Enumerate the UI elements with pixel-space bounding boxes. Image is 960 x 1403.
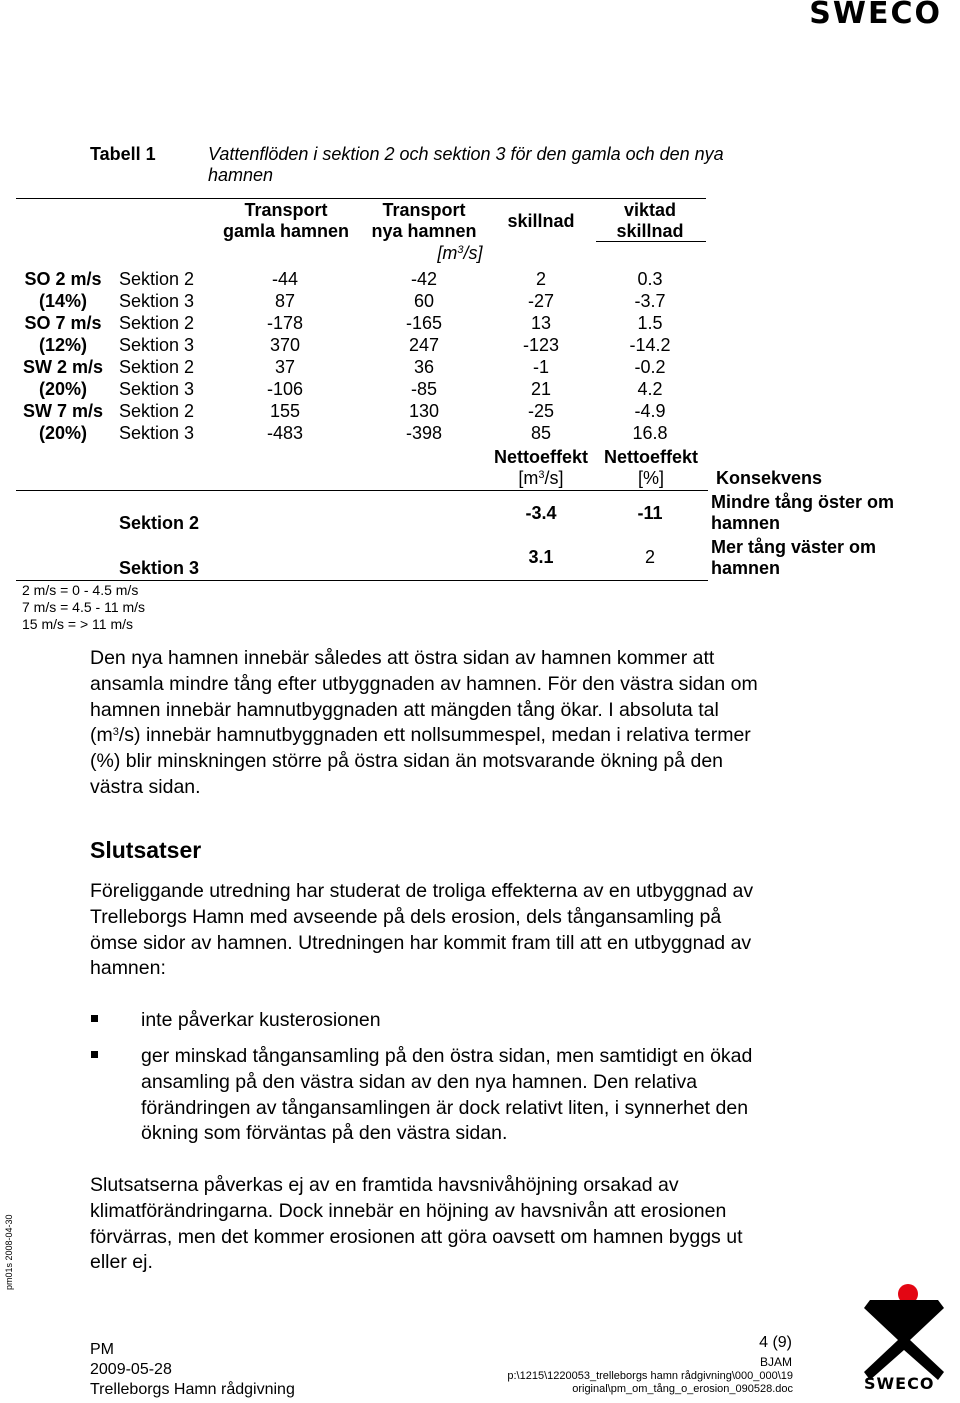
bullet-item: inte påverkar kusterosionen	[141, 1009, 381, 1031]
table-cell: 370	[269, 335, 301, 355]
footer-doc-type: PM	[90, 1341, 114, 1358]
section-label: Sektion 3	[119, 379, 195, 399]
emblem-text: SWECO	[864, 1374, 935, 1393]
unit-label: $[m^3/s]$	[437, 243, 483, 263]
logo-text: SWECO	[809, 0, 942, 31]
wind-pct: (20%)	[38, 423, 87, 443]
table-cell: 21	[530, 379, 552, 399]
section-label: Sektion 3	[119, 335, 195, 355]
table-cell: 36	[413, 357, 435, 377]
table-cell: -4.9	[634, 401, 666, 421]
header-transport-old: Transport gamla hamnen	[222, 200, 350, 241]
table-cell: -123	[522, 335, 560, 355]
footnote: 7 m/s = 4.5 - 11 m/s	[22, 599, 146, 615]
table-cell: -106	[266, 379, 304, 399]
table-cell: -165	[405, 313, 443, 333]
new-transport-column	[374, 268, 474, 444]
table-cell: 130	[408, 401, 440, 421]
table-cell: -0.2	[634, 357, 666, 377]
net-abs-value: -3.4	[525, 503, 557, 523]
wind-column	[16, 268, 110, 444]
footer-author: BJAM	[759, 1355, 792, 1369]
wind-label: SO 2 m/s	[24, 269, 102, 289]
table-cell: -178	[266, 313, 304, 333]
table-cell: -85	[410, 379, 437, 399]
bullet-item: ger minskad tångansamling på den östra sidan, men samtidigt en ökad ansamling på den västra sidan av den nya hamnen. Den relativa förändringen av tångansamlingen är dock relativt liten, i synnerhet den ökning som förväntas på den västra sidan.	[141, 1045, 753, 1145]
template-code: pm01s 2008-04-30	[4, 1214, 14, 1290]
wind-pct: (12%)	[38, 335, 87, 355]
net-section-label: Sektion 2	[119, 513, 200, 533]
footnote: 2 m/s = 0 - 4.5 m/s	[22, 582, 139, 598]
footer-meta	[90, 1340, 295, 1400]
section-heading: Slutsatser	[90, 837, 202, 863]
table-bottom-rule	[16, 580, 708, 581]
footnote: 15 m/s = > 11 m/s	[22, 616, 134, 632]
footer-file-path: p:\1215\1220053_trelleborgs hamn rådgivning\000_000\19 original\pm_om_tång_o_erosion_090528.doc	[507, 1370, 793, 1395]
table-cell: 155	[269, 401, 301, 421]
net-section-label: Sektion 3	[119, 558, 200, 578]
table-cell: -1	[532, 357, 549, 377]
paragraph-conclusion: Föreliggande utredning har studerat de troliga effekterna av en utbyggnad av Trelleborgs Hamn med avseende på dels erosion, dels tångansamling på ömse sidor av hamnen. Utredningen har kommit fram till att en utbyggnad av hamnen:	[90, 880, 754, 980]
section-label: Sektion 3	[119, 291, 195, 311]
net-consequence: Mindre tång öster om hamnen	[711, 492, 895, 533]
wind-pct: (20%)	[38, 379, 87, 399]
table-cell: 87	[274, 291, 296, 311]
table-cell: -44	[271, 269, 298, 289]
weighted-column	[600, 268, 700, 444]
net-abs-value: 3.1	[528, 547, 554, 567]
section-label: Sektion 2	[119, 269, 195, 289]
wind-pct: (14%)	[38, 291, 87, 311]
header-transport-new: Transport nya hamnen	[371, 200, 477, 241]
table-cell: -27	[527, 291, 554, 311]
table-caption: Vattenflöden i sektion 2 och sektion 3 för den gamla och den nya hamnen	[208, 144, 724, 185]
old-transport-column	[235, 268, 335, 444]
header-difference: skillnad	[507, 211, 575, 231]
net-pct-value: 2	[644, 547, 655, 567]
bullet-marker	[91, 1051, 98, 1058]
table-cell: -398	[405, 423, 443, 443]
section-label: Sektion 2	[119, 313, 195, 333]
table-cell: -483	[266, 423, 304, 443]
section-label: Sektion 3	[119, 423, 195, 443]
table-cell: 0.3	[637, 269, 663, 289]
sweco-emblem	[858, 1278, 950, 1398]
wind-footnotes	[22, 582, 145, 633]
table-cell: 16.8	[632, 423, 668, 443]
table-cell: 4.2	[637, 379, 663, 399]
net-effect-rule	[16, 490, 708, 491]
header-weighted-difference: viktad skillnad	[616, 200, 684, 241]
net-effect-abs-header: Nettoeffekt $[m^3/s]$	[493, 447, 588, 488]
weighted-header-rule	[596, 241, 706, 242]
section-label: Sektion 2	[119, 357, 195, 377]
wind-label: SO 7 m/s	[24, 313, 102, 333]
table-cell: -42	[410, 269, 437, 289]
sweco-logo	[809, 0, 942, 31]
paragraph-climate: Slutsatserna påverkas ej av en framtida havsnivåhöjning orsakad av klimatförändringarna. Dock innebär en höjning av havsnivån att erosionen förvärras, men det kommer erosionen att göra oavsett om hamnen byggs ut eller ej.	[90, 1174, 743, 1274]
table-cell: 37	[274, 357, 296, 377]
bullet-marker	[91, 1015, 98, 1022]
section-label: Sektion 2	[119, 401, 195, 421]
table-top-rule	[16, 198, 706, 199]
footer-page-number: 4 (9)	[759, 1334, 792, 1351]
table-cell: 247	[408, 335, 440, 355]
table-cell: 2	[535, 269, 546, 289]
net-pct-value: -11	[637, 503, 663, 523]
net-consequence: Mer tång väster om hamnen	[711, 537, 877, 578]
table-cell: -25	[527, 401, 554, 421]
difference-column	[495, 268, 587, 444]
footer-date: 2009-05-28	[90, 1361, 172, 1378]
table-cell: 85	[530, 423, 552, 443]
table-label: Tabell 1	[90, 144, 156, 164]
section-column	[119, 268, 219, 444]
footer-project: Trelleborgs Hamn rådgivning	[90, 1381, 295, 1398]
table-cell: 60	[413, 291, 435, 311]
net-effect-pct-header: Nettoeffekt [%]	[603, 447, 698, 488]
table-cell: -14.2	[629, 335, 671, 355]
consequence-header: Konsekvens	[716, 468, 823, 488]
table-cell: 1.5	[637, 313, 663, 333]
table-cell: -3.7	[634, 291, 666, 311]
wind-label: SW 2 m/s	[22, 357, 104, 377]
wind-label: SW 7 m/s	[22, 401, 104, 421]
paragraph-result: Den nya hamnen innebär således att östra sidan av hamnen kommer att ansamla mindre tång efter utbyggnaden av hamnen. För den västra sidan om hamnen innebär hamnutbyggnaden att mängden tång ökar. I absoluta tal $(m^3/s)$ innebär hamnutbyggnaden ett nollsummespel, medan i relativa termer (%) blir minskningen större på östra sidan än motsvarande ökning på den västra sidan.	[90, 647, 758, 798]
table-cell: 13	[530, 313, 552, 333]
